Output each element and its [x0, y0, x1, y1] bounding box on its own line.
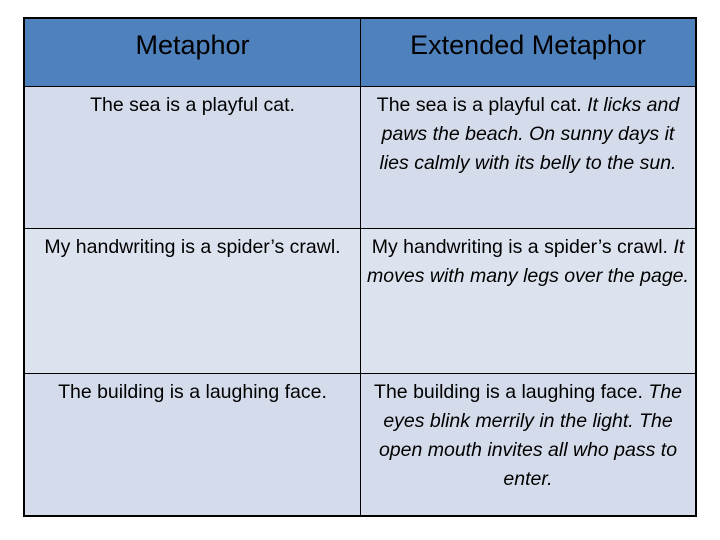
row-2-extended-plain: My handwriting is a spider’s crawl.	[371, 236, 668, 258]
row-1-extended	[367, 91, 689, 178]
row-3-extended-plain: The building is a laughing face.	[374, 381, 643, 403]
row-3-extended-italic: The eyes blink merrily in the light. The open mouth invites all who pass to enter.	[378, 381, 682, 490]
header-extended-label: Extended Metaphor	[410, 29, 646, 60]
row-3-extended-cell	[361, 374, 695, 515]
row-2-metaphor: My handwriting is a spider’s crawl.	[44, 236, 341, 258]
row-3-metaphor: The building is a laughing face.	[58, 381, 327, 403]
header-metaphor	[25, 19, 360, 86]
row-1-metaphor-cell	[25, 87, 360, 228]
row-2-extended-cell	[361, 229, 695, 373]
row-2-extended-italic: It moves with many legs over the page.	[367, 236, 689, 287]
row-1-extended-italic: It licks and paws the beach. On sunny days it lies calmly with its belly to the sun.	[379, 94, 680, 174]
metaphor-table	[23, 17, 697, 517]
header-metaphor-label: Metaphor	[135, 29, 250, 60]
row-3-metaphor-cell	[25, 374, 360, 515]
row-2-metaphor-cell	[25, 229, 360, 373]
row-1-extended-plain: The sea is a playful cat.	[376, 94, 582, 116]
row-1-metaphor: The sea is a playful cat.	[90, 94, 295, 116]
row-3-extended	[367, 378, 689, 494]
row-1-extended-cell	[361, 87, 695, 228]
row-2-extended	[367, 233, 689, 291]
header-extended-metaphor	[361, 19, 695, 86]
